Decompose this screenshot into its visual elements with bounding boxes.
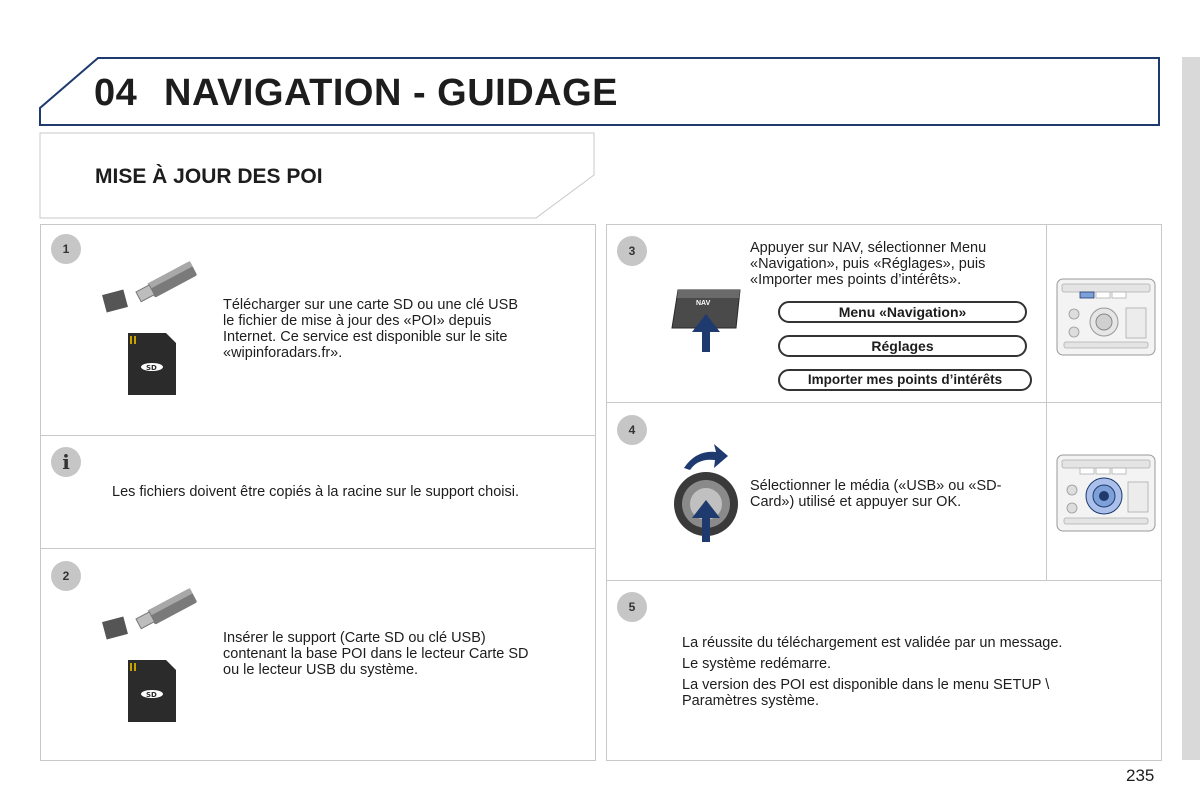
- text-line: «wipinforadars.fr».: [223, 345, 343, 361]
- chapter-number: 04: [94, 72, 138, 114]
- text-line: La version des POI est disponible dans le menu SETUP \: [682, 677, 1050, 693]
- divider: [40, 435, 596, 436]
- text-line: Appuyer sur NAV, sélectionner Menu: [750, 240, 987, 256]
- text-line: Sélectionner le média («USB» ou «SD-: [750, 478, 1002, 494]
- divider: [40, 548, 596, 549]
- divider: [606, 402, 1162, 403]
- nav-button-icon: [670, 286, 742, 354]
- step-4-text: [750, 478, 1040, 510]
- step-number-badge: 2: [51, 561, 81, 591]
- step-number-badge: 1: [51, 234, 81, 264]
- info-text: Les fichiers doivent être copiés à la racine sur le support choisi.: [112, 484, 520, 500]
- usb-key-icon: [100, 258, 204, 316]
- sd-card-icon: [128, 333, 176, 395]
- divider: [1046, 224, 1047, 580]
- text-line: La réussite du téléchargement est validée par un message.: [682, 635, 1063, 651]
- side-tab-bar: [1182, 57, 1200, 760]
- text-line: «Navigation», puis «Réglages», puis: [750, 256, 986, 272]
- sd-card-icon: [128, 660, 176, 722]
- chapter-title: NAVIGATION - GUIDAGE: [164, 72, 619, 114]
- step-1-text: [223, 297, 583, 361]
- step-5-text: [682, 635, 1142, 709]
- text-line: Le système redémarre.: [682, 656, 832, 672]
- step-number-badge: 4: [617, 415, 647, 445]
- text-line: contenant la base POI dans le lecteur Carte SD: [223, 646, 529, 662]
- svg-text:SD: SD: [146, 691, 157, 699]
- menu-item-navigation: Menu «Navigation»: [778, 301, 1027, 323]
- nav-button-label: NAV: [696, 300, 711, 307]
- control-panel-icon: [1056, 454, 1156, 532]
- text-line: Télécharger sur une carte SD ou une clé USB: [223, 297, 518, 313]
- step-3-text: [750, 240, 1040, 288]
- text-line: le fichier de mise à jour des «POI» depuis: [223, 313, 492, 329]
- step-number-badge: 3: [617, 236, 647, 266]
- menu-item-importer-poi: Importer mes points d’intérêts: [778, 369, 1032, 391]
- text-line: «Importer mes points d’intérêts».: [750, 272, 962, 288]
- page-number: 235: [1126, 766, 1155, 785]
- step-number-badge: 5: [617, 592, 647, 622]
- text-line: ou le lecteur USB du système.: [223, 662, 419, 678]
- text-line: Insérer le support (Carte SD ou clé USB): [223, 630, 486, 646]
- svg-text:SD: SD: [146, 364, 157, 372]
- step-2-text: [223, 630, 583, 678]
- rotary-knob-icon: [670, 436, 744, 546]
- text-line: Internet. Ce service est disponible sur le site: [223, 329, 508, 345]
- control-panel-icon: [1056, 278, 1156, 356]
- text-line: Paramètres système.: [682, 693, 819, 709]
- section-title: MISE À JOUR DES POI: [95, 165, 323, 188]
- info-icon: i: [51, 447, 81, 477]
- usb-key-icon: [100, 585, 204, 643]
- text-line: Card») utilisé et appuyer sur OK.: [750, 494, 962, 510]
- menu-item-reglages: Réglages: [778, 335, 1027, 357]
- divider: [606, 580, 1162, 581]
